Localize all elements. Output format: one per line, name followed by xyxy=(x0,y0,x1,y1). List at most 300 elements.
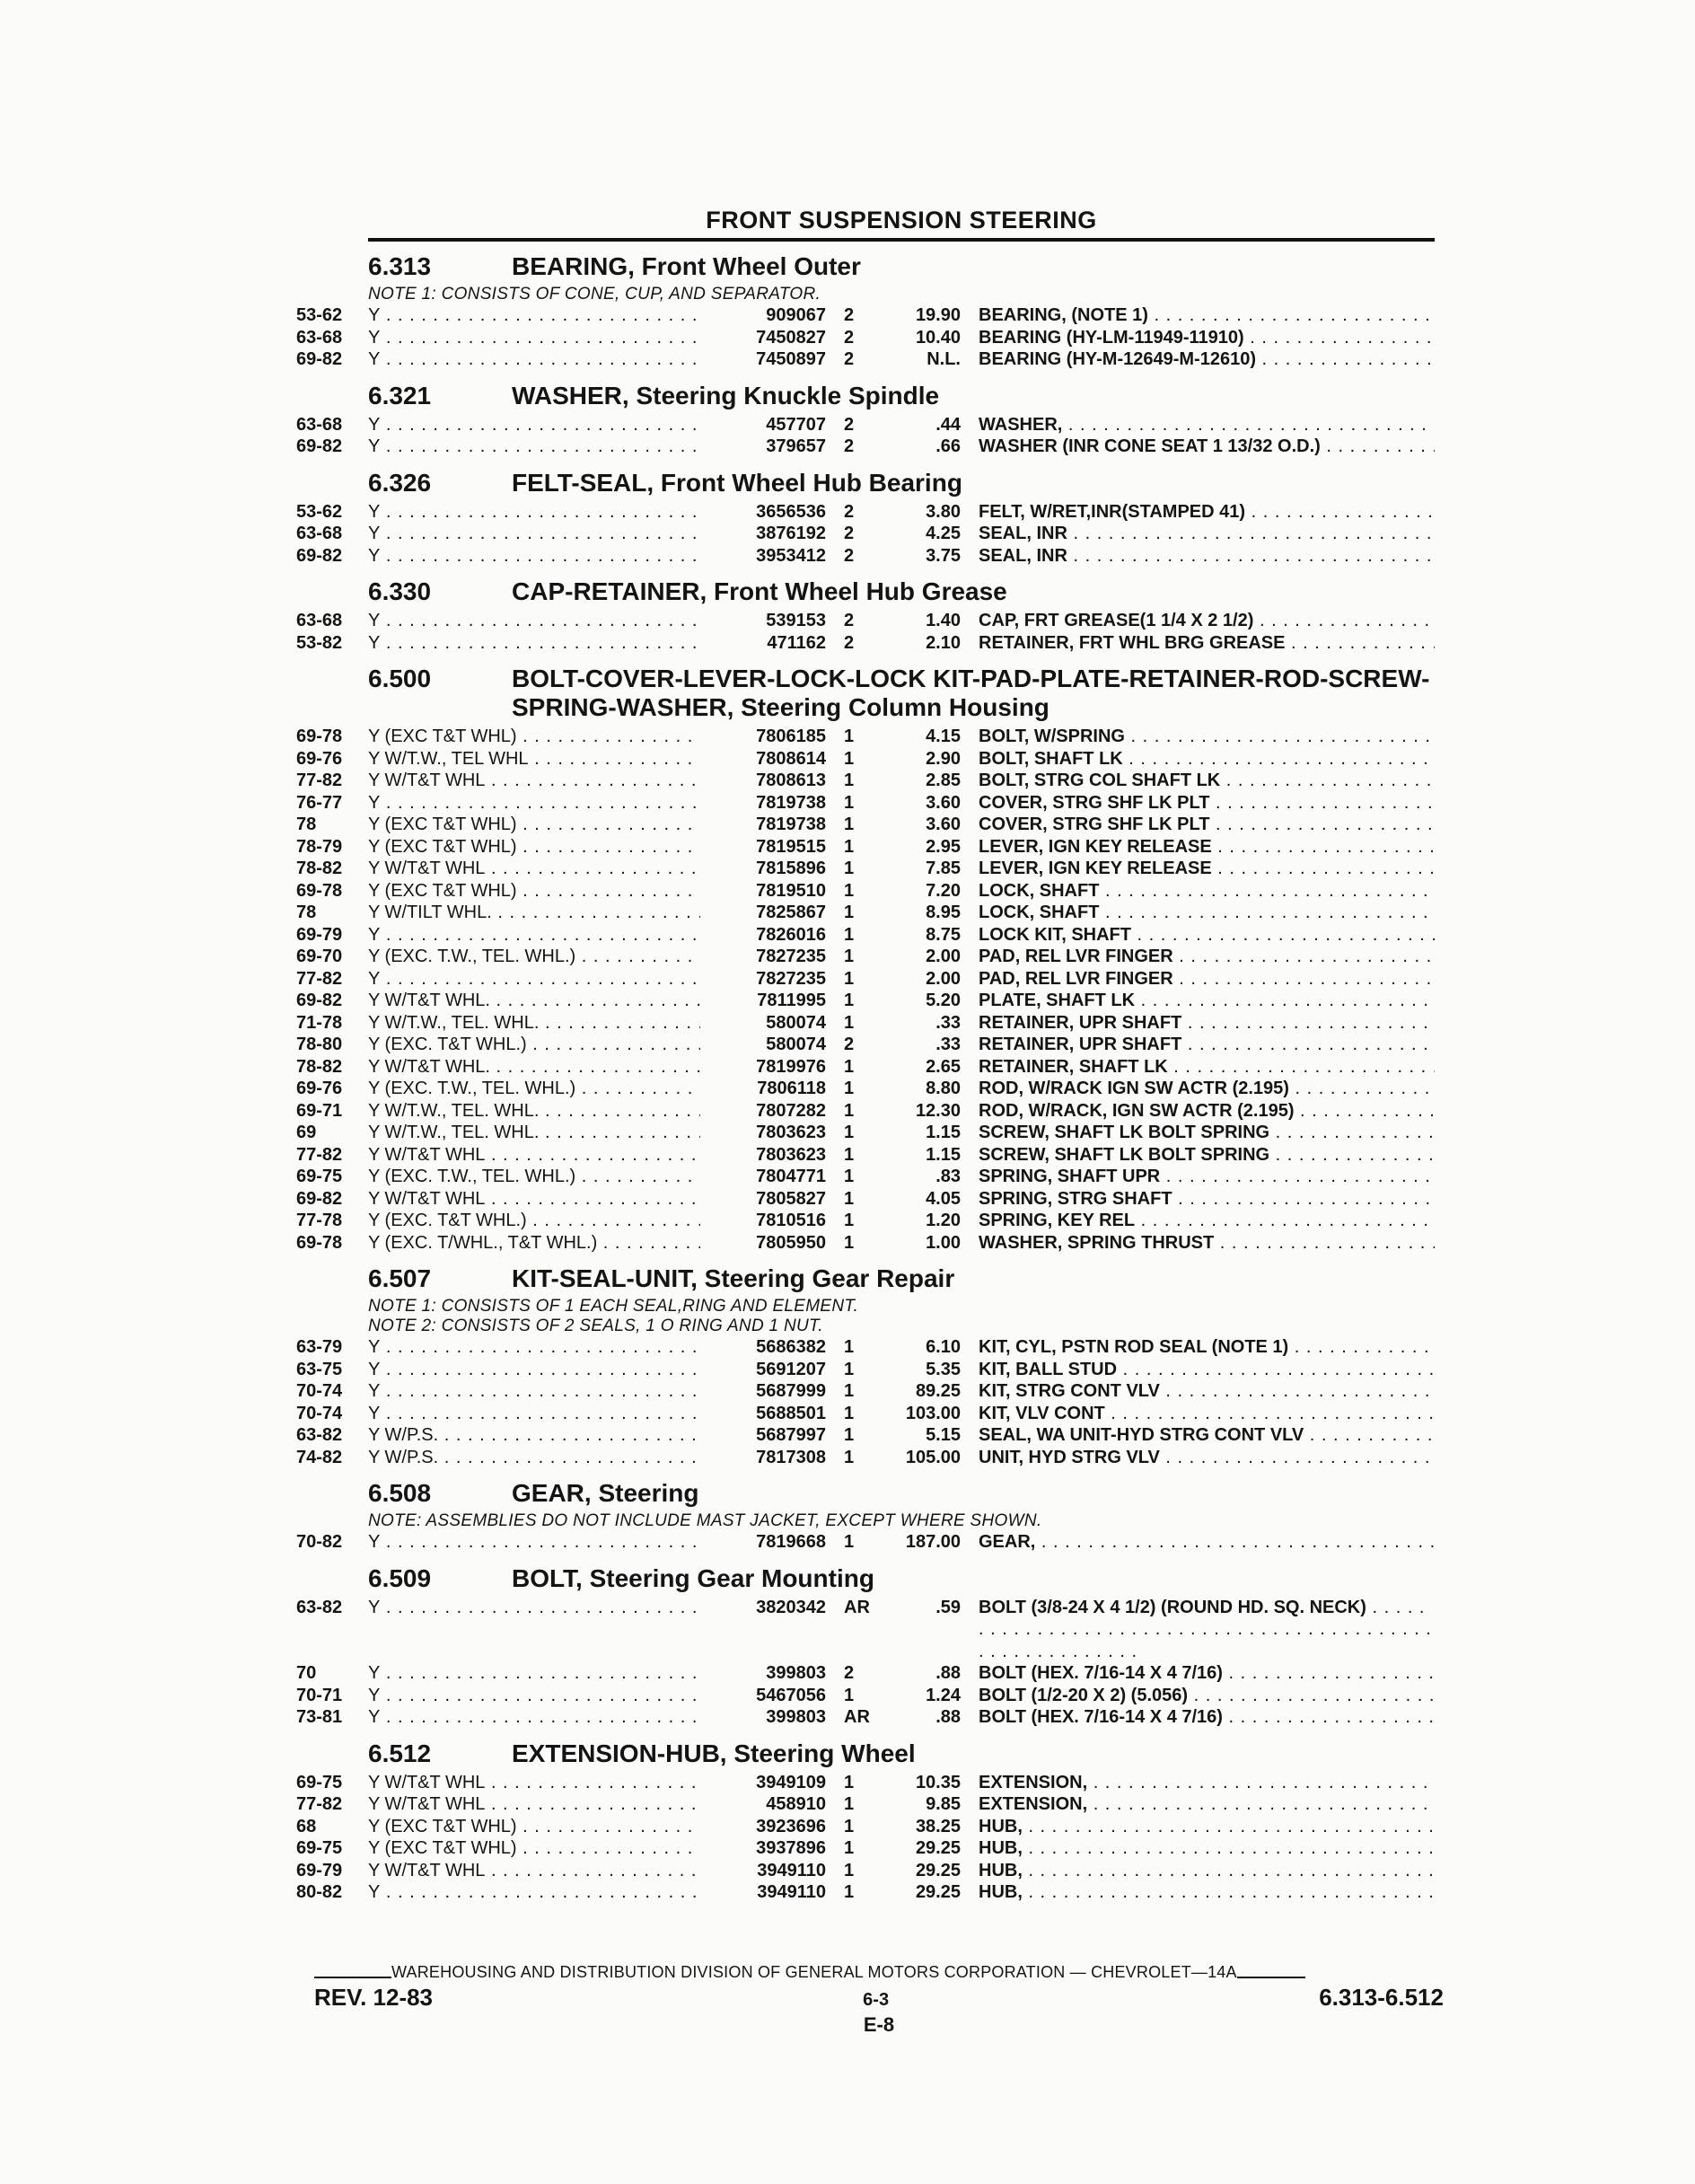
description: HUB, . . . xyxy=(979,1881,1435,1904)
part-row xyxy=(296,414,1435,436)
quantity: 1 xyxy=(844,1860,855,1880)
section-note: NOTE 2: CONSISTS OF 2 SEALS, 1 O RING AND 1 NUT. xyxy=(368,1317,823,1335)
description: HUB, . . . xyxy=(979,1837,1435,1860)
price: 10.40 xyxy=(915,327,961,348)
application: Y (EXC. T/WHL., T&T WHL.) . . . xyxy=(368,1232,700,1255)
section-heading xyxy=(296,1264,1435,1293)
part-number: 7826016 xyxy=(756,924,826,945)
part-row xyxy=(296,610,1435,632)
part-row xyxy=(296,1837,1435,1860)
quantity: 1 xyxy=(844,815,855,834)
sub-page-number: E-8 xyxy=(863,2013,895,2036)
application: Y . . . xyxy=(368,304,700,327)
part-number: 7819738 xyxy=(756,792,826,813)
model-years: 70 xyxy=(296,1663,317,1683)
application: Y W/T&T WHL . . . xyxy=(368,858,700,880)
part-number: 7819515 xyxy=(756,836,826,857)
application: Y . . . xyxy=(368,610,700,632)
description: PAD, REL LVR FINGER . . . xyxy=(979,946,1435,968)
application: Y W/T&T WHL . . . xyxy=(368,1772,700,1794)
application: Y . . . xyxy=(368,1403,700,1425)
description: SEAL, INR . . . xyxy=(979,545,1435,568)
page-title: FRONT SUSPENSION STEERING xyxy=(368,207,1435,242)
part-row xyxy=(296,304,1435,327)
part-number: 7819738 xyxy=(756,815,826,834)
part-row xyxy=(296,327,1435,349)
model-years: 63-68 xyxy=(296,524,343,543)
description: RETAINER, FRT WHL BRG GREASE . . . xyxy=(979,632,1435,655)
description: KIT, STRG CONT VLV . . . xyxy=(979,1380,1435,1403)
price: .44 xyxy=(935,414,961,435)
application: Y W/T&T WHL. . . . xyxy=(368,1056,700,1079)
section-title: CAP-RETAINER, Front Wheel Hub Grease xyxy=(512,577,1007,605)
application: Y . . . xyxy=(368,924,700,947)
part-number: 7808613 xyxy=(756,771,826,790)
part-number: 3876192 xyxy=(756,524,826,543)
application: Y . . . xyxy=(368,1685,700,1707)
part-row xyxy=(296,1166,1435,1188)
description: SEAL, WA UNIT-HYD STRG CONT VLV . . . xyxy=(979,1424,1435,1447)
price: 1.20 xyxy=(926,1211,961,1230)
model-years: 69-75 xyxy=(296,1838,343,1858)
price: 1.15 xyxy=(926,1144,961,1165)
quantity: 1 xyxy=(844,968,855,989)
part-number: 3949110 xyxy=(757,1882,826,1902)
section-heading xyxy=(296,1739,1435,1768)
quantity: 1 xyxy=(844,748,855,769)
price: 3.80 xyxy=(926,501,961,522)
application: Y . . . xyxy=(368,327,700,349)
application: Y W/T&T WHL . . . xyxy=(368,1188,700,1211)
part-number: 7805950 xyxy=(756,1232,826,1253)
model-years: 63-68 xyxy=(296,414,343,435)
section-title: EXTENSION-HUB, Steering Wheel xyxy=(512,1739,916,1767)
quantity: 1 xyxy=(844,1232,855,1253)
model-years: 63-82 xyxy=(296,1597,343,1617)
part-row xyxy=(296,1078,1435,1100)
description: COVER, STRG SHF LK PLT . . . xyxy=(979,792,1435,815)
parts-sections xyxy=(296,252,1435,1904)
section-heading xyxy=(296,252,1435,281)
description: EXTENSION, . . . xyxy=(979,1793,1435,1816)
price: 7.20 xyxy=(926,880,961,901)
section-6-330 xyxy=(296,577,1435,654)
part-number: 7807282 xyxy=(756,1100,826,1121)
page-number: 6-3 xyxy=(863,1990,890,2010)
application: Y (EXC T&T WHL) . . . xyxy=(368,814,700,836)
quantity: 1 xyxy=(844,1772,855,1792)
price: 7.85 xyxy=(926,859,961,878)
price: .88 xyxy=(935,1663,961,1683)
section-6-321 xyxy=(296,382,1435,458)
footer-division: WAREHOUSING AND DISTRIBUTION DIVISION OF GENERAL MOTORS CORPORATION — CHEVROLET—14A xyxy=(391,1963,1237,1981)
price: 38.25 xyxy=(915,1816,961,1836)
footer-division-line xyxy=(314,1963,1444,1982)
part-row xyxy=(296,1034,1435,1056)
part-number: 5687999 xyxy=(756,1381,826,1401)
application: Y (EXC T&T WHL) . . . xyxy=(368,880,700,903)
quantity: 1 xyxy=(844,1381,855,1401)
description: ROD, W/RACK, IGN SW ACTR (2.195) . . . xyxy=(979,1100,1435,1123)
model-years: 53-62 xyxy=(296,501,343,522)
application: Y (EXC T&T WHL) . . . xyxy=(368,836,700,859)
section-heading xyxy=(296,1564,1435,1593)
part-row xyxy=(296,1336,1435,1359)
part-number: 5691207 xyxy=(756,1359,826,1379)
revision-label: REV. 12-83 xyxy=(314,1984,434,2011)
part-number: 7827235 xyxy=(756,968,826,989)
price: .59 xyxy=(935,1597,961,1617)
part-row xyxy=(296,1662,1435,1685)
part-row xyxy=(296,501,1435,524)
part-number: 3820342 xyxy=(756,1597,826,1617)
quantity: 2 xyxy=(844,1035,855,1054)
model-years: 53-82 xyxy=(296,632,343,653)
price: 29.25 xyxy=(915,1882,961,1902)
quantity: 1 xyxy=(844,880,855,901)
quantity: 1 xyxy=(844,1144,855,1165)
description: GEAR, . . . xyxy=(979,1531,1435,1554)
price: 12.30 xyxy=(915,1100,961,1121)
description: RETAINER, UPR SHAFT . . . xyxy=(979,1034,1435,1056)
part-number: 7803623 xyxy=(756,1144,826,1165)
application: Y W/T&T WHL . . . xyxy=(368,770,700,792)
application: Y (EXC. T&T WHL.) . . . xyxy=(368,1034,700,1056)
price: 5.20 xyxy=(926,991,961,1010)
part-row xyxy=(296,1100,1435,1123)
model-years: 63-68 xyxy=(296,327,343,348)
model-years: 69-75 xyxy=(296,1167,343,1186)
quantity: 1 xyxy=(844,1794,855,1814)
part-number: 458910 xyxy=(766,1794,826,1814)
section-title: BEARING, Front Wheel Outer xyxy=(512,252,861,280)
quantity: 2 xyxy=(844,611,855,630)
model-years: 73-81 xyxy=(296,1707,343,1727)
price: .33 xyxy=(935,1012,961,1033)
application: Y . . . xyxy=(368,1336,700,1359)
application: Y W/P.S. . . . xyxy=(368,1447,700,1469)
application: Y W/T.W., TEL WHL . . . xyxy=(368,748,700,771)
part-row xyxy=(296,1122,1435,1144)
section-note: NOTE 1: CONSISTS OF CONE, CUP, AND SEPARATOR. xyxy=(368,285,821,304)
quantity: 2 xyxy=(844,414,855,435)
price: 6.10 xyxy=(926,1337,961,1357)
model-years: 78-79 xyxy=(296,836,343,857)
quantity: 1 xyxy=(844,1532,855,1552)
description: SEAL, INR . . . xyxy=(979,523,1435,545)
section-number: 6.313 xyxy=(368,252,432,280)
part-row xyxy=(296,968,1435,991)
section-title: KIT-SEAL-UNIT, Steering Gear Repair xyxy=(512,1264,955,1292)
quantity: 1 xyxy=(844,903,855,922)
part-number: 539153 xyxy=(766,611,826,630)
description: BOLT, W/SPRING . . . xyxy=(979,726,1435,748)
description: LOCK, SHAFT . . . xyxy=(979,902,1435,924)
price: 89.25 xyxy=(915,1381,961,1401)
footer-meta-row xyxy=(314,1984,1444,2012)
application: Y . . . xyxy=(368,968,700,991)
part-row xyxy=(296,1056,1435,1079)
quantity: 1 xyxy=(844,727,855,746)
application: Y . . . xyxy=(368,1380,700,1403)
description: SPRING, KEY REL . . . xyxy=(979,1210,1435,1232)
model-years: 70-74 xyxy=(296,1403,343,1423)
part-number: 399803 xyxy=(766,1707,826,1727)
part-number: 5686382 xyxy=(756,1337,826,1357)
description: PAD, REL LVR FINGER . . . xyxy=(979,968,1435,991)
model-years: 77-82 xyxy=(296,771,343,790)
description: BEARING, (NOTE 1) . . . xyxy=(979,304,1435,327)
quantity: 1 xyxy=(844,1079,855,1098)
section-number: 6.507 xyxy=(368,1264,432,1292)
part-row xyxy=(296,1424,1435,1447)
description: LEVER, IGN KEY RELEASE . . . xyxy=(979,836,1435,859)
price: 3.60 xyxy=(926,792,961,813)
model-years: 78 xyxy=(296,903,317,922)
part-number: 3949110 xyxy=(757,1860,826,1880)
part-row xyxy=(296,1447,1435,1469)
part-row xyxy=(296,1144,1435,1167)
price: 2.00 xyxy=(926,968,961,989)
price: 8.95 xyxy=(926,903,961,922)
section-6-500 xyxy=(296,665,1435,1254)
part-row xyxy=(296,1597,1435,1663)
description: WASHER, . . . xyxy=(979,414,1435,436)
price: 5.35 xyxy=(926,1359,961,1379)
section-number: 6.509 xyxy=(368,1563,432,1592)
quantity: 1 xyxy=(844,1882,855,1902)
part-number: 7819668 xyxy=(756,1532,826,1552)
section-number: 6.321 xyxy=(368,381,432,410)
quantity: 1 xyxy=(844,1100,855,1121)
model-years: 70-74 xyxy=(296,1381,343,1401)
application: Y W/T&T WHL . . . xyxy=(368,1144,700,1167)
application: Y . . . xyxy=(368,501,700,524)
application: Y . . . xyxy=(368,632,700,655)
application: Y W/T.W., TEL. WHL. . . . xyxy=(368,1122,700,1144)
quantity: 2 xyxy=(844,305,855,325)
part-row xyxy=(296,1012,1435,1035)
description: SPRING, SHAFT UPR . . . xyxy=(979,1166,1435,1188)
price: 105.00 xyxy=(905,1447,961,1467)
section-6-507 xyxy=(296,1264,1435,1468)
application: Y W/P.S. . . . xyxy=(368,1424,700,1447)
quantity: 1 xyxy=(844,859,855,878)
price: 187.00 xyxy=(905,1532,961,1552)
model-years: 63-75 xyxy=(296,1359,343,1379)
description: WASHER, SPRING THRUST . . . xyxy=(979,1232,1435,1255)
section-6-313 xyxy=(296,252,1435,371)
quantity: 1 xyxy=(844,1337,855,1357)
price: 29.25 xyxy=(915,1838,961,1858)
quantity: 1 xyxy=(844,1838,855,1858)
section-6-326 xyxy=(296,469,1435,568)
section-title: WASHER, Steering Knuckle Spindle xyxy=(512,381,940,410)
description: BOLT, STRG COL SHAFT LK . . . xyxy=(979,770,1435,792)
footer-rule-left xyxy=(314,1977,391,1978)
price: 103.00 xyxy=(905,1403,961,1423)
application: Y . . . xyxy=(368,1359,700,1381)
price: .66 xyxy=(935,436,961,456)
application: Y . . . xyxy=(368,792,700,815)
application: Y W/T&T WHL. . . . xyxy=(368,990,700,1012)
model-years: 78-80 xyxy=(296,1035,343,1054)
application: Y . . . xyxy=(368,523,700,545)
application: Y . . . xyxy=(368,1706,700,1729)
application: Y W/T&T WHL . . . xyxy=(368,1860,700,1882)
part-row xyxy=(296,348,1435,371)
quantity: 1 xyxy=(844,836,855,857)
application: Y W/T.W., TEL. WHL. . . . xyxy=(368,1012,700,1035)
model-years: 69-82 xyxy=(296,436,343,456)
application: Y (EXC. T.W., TEL. WHL.) . . . xyxy=(368,946,700,968)
model-years: 53-62 xyxy=(296,305,343,325)
part-row xyxy=(296,1816,1435,1838)
quantity: 1 xyxy=(844,1816,855,1836)
part-row xyxy=(296,632,1435,655)
section-heading xyxy=(296,382,1435,410)
quantity: 1 xyxy=(844,1123,855,1142)
part-number: 7810516 xyxy=(756,1211,826,1230)
quantity: 1 xyxy=(844,792,855,813)
part-row xyxy=(296,436,1435,458)
model-years: 69-79 xyxy=(296,1860,343,1880)
application: Y (EXC T&T WHL) . . . xyxy=(368,1837,700,1860)
part-row xyxy=(296,1685,1435,1707)
model-years: 76-77 xyxy=(296,792,343,813)
description: BOLT (1/2-20 X 2) (5.056) . . . xyxy=(979,1685,1435,1707)
description: KIT, BALL STUD . . . xyxy=(979,1359,1435,1381)
model-years: 63-79 xyxy=(296,1337,343,1357)
price: 8.80 xyxy=(926,1079,961,1098)
part-row xyxy=(296,1403,1435,1425)
quantity: 2 xyxy=(844,436,855,456)
description: RETAINER, UPR SHAFT . . . xyxy=(979,1012,1435,1035)
price: 19.90 xyxy=(915,305,961,325)
price: 10.35 xyxy=(915,1772,961,1792)
quantity: 1 xyxy=(844,1211,855,1230)
quantity: 1 xyxy=(844,947,855,966)
model-years: 70-71 xyxy=(296,1685,343,1705)
section-number: 6.326 xyxy=(368,468,432,497)
part-number: 3656536 xyxy=(756,501,826,522)
quantity: 1 xyxy=(844,1056,855,1077)
description: BOLT (3/8-24 X 4 1/2) (ROUND HD. SQ. NECK) . . . xyxy=(979,1597,1435,1663)
description: UNIT, HYD STRG VLV . . . xyxy=(979,1447,1435,1469)
section-title: BOLT, Steering Gear Mounting xyxy=(512,1563,874,1592)
price: 1.15 xyxy=(926,1123,961,1142)
model-years: 69-78 xyxy=(296,1232,343,1253)
part-number: 7450897 xyxy=(756,349,826,369)
section-title: GEAR, Steering xyxy=(512,1479,699,1507)
description: LOCK, SHAFT . . . xyxy=(979,880,1435,903)
part-number: 3953412 xyxy=(756,545,826,566)
price: 2.00 xyxy=(926,947,961,966)
quantity: 1 xyxy=(844,1359,855,1379)
part-number: 7808614 xyxy=(756,748,826,769)
part-number: 7827235 xyxy=(756,947,826,966)
application: Y . . . xyxy=(368,1597,700,1619)
price: N.L. xyxy=(927,349,961,369)
section-heading xyxy=(296,665,1435,722)
part-number: 7825867 xyxy=(756,903,826,922)
description: BOLT (HEX. 7/16-14 X 4 7/16) . . . xyxy=(979,1662,1435,1685)
description: LEVER, IGN KEY RELEASE . . . xyxy=(979,858,1435,880)
model-years: 69-78 xyxy=(296,880,343,901)
description: LOCK KIT, SHAFT . . . xyxy=(979,924,1435,947)
price: 2.85 xyxy=(926,771,961,790)
part-number: 3937896 xyxy=(756,1838,826,1858)
part-row xyxy=(296,902,1435,924)
price: .83 xyxy=(935,1167,961,1186)
part-row xyxy=(296,814,1435,836)
model-years: 69-82 xyxy=(296,349,343,369)
quantity: AR xyxy=(844,1597,870,1617)
part-number: 7804771 xyxy=(756,1167,826,1186)
part-row xyxy=(296,523,1435,545)
model-years: 77-82 xyxy=(296,968,343,989)
model-years: 78-82 xyxy=(296,859,343,878)
price: 2.65 xyxy=(926,1056,961,1077)
quantity: 2 xyxy=(844,1663,855,1683)
price: 2.90 xyxy=(926,748,961,769)
section-6-509 xyxy=(296,1564,1435,1729)
description: BEARING (HY-LM-11949-11910) . . . xyxy=(979,327,1435,349)
price: 5.15 xyxy=(926,1425,961,1445)
application: Y (EXC T&T WHL) . . . xyxy=(368,726,700,748)
price: 3.75 xyxy=(926,545,961,566)
section-number: 6.508 xyxy=(368,1479,432,1507)
part-number: 7819510 xyxy=(756,880,826,901)
price: 4.25 xyxy=(926,524,961,543)
price: 1.24 xyxy=(926,1685,961,1705)
part-row xyxy=(296,990,1435,1012)
part-number: 7815896 xyxy=(756,859,826,878)
quantity: 1 xyxy=(844,1167,855,1186)
part-number: 7811995 xyxy=(757,991,826,1010)
quantity: 1 xyxy=(844,771,855,790)
application: Y . . . xyxy=(368,545,700,568)
model-years: 74-82 xyxy=(296,1447,343,1467)
part-number: 5687997 xyxy=(756,1425,826,1445)
description: KIT, CYL, PSTN ROD SEAL (NOTE 1) . . . xyxy=(979,1336,1435,1359)
part-number: 3949109 xyxy=(756,1772,826,1792)
model-years: 78-82 xyxy=(296,1056,343,1077)
part-row xyxy=(296,924,1435,947)
application: Y . . . xyxy=(368,348,700,371)
part-number: 399803 xyxy=(766,1663,826,1683)
part-number: 5467056 xyxy=(756,1685,826,1705)
section-heading xyxy=(296,1479,1435,1508)
description: EXTENSION, . . . xyxy=(979,1772,1435,1794)
application: Y . . . xyxy=(368,1531,700,1554)
quantity: 2 xyxy=(844,501,855,522)
quantity: 1 xyxy=(844,991,855,1010)
quantity: 1 xyxy=(844,1188,855,1209)
section-title: FELT-SEAL, Front Wheel Hub Bearing xyxy=(512,468,962,497)
part-number: 5688501 xyxy=(756,1403,826,1423)
section-6-512 xyxy=(296,1739,1435,1904)
part-row xyxy=(296,726,1435,748)
description: HUB, . . . xyxy=(979,1816,1435,1838)
description: BOLT (HEX. 7/16-14 X 4 7/16) . . . xyxy=(979,1706,1435,1729)
part-number: 909067 xyxy=(766,305,826,325)
quantity: 2 xyxy=(844,545,855,566)
model-years: 69-79 xyxy=(296,924,343,945)
quantity: 2 xyxy=(844,524,855,543)
section-6-508 xyxy=(296,1479,1435,1554)
part-number: 457707 xyxy=(766,414,826,435)
